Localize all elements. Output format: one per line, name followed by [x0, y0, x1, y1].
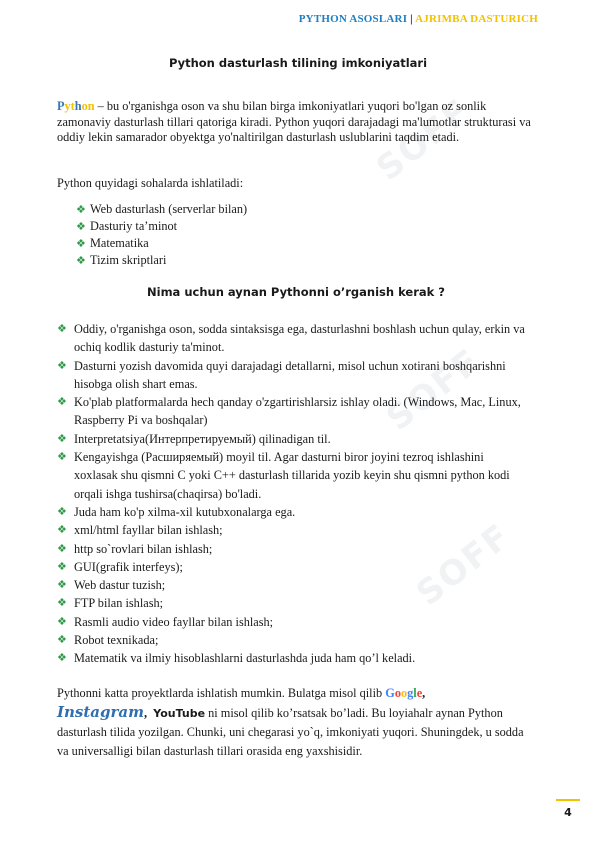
- list-item: ❖ xml/html fayllar bilan ishlash;: [57, 521, 527, 539]
- list-item: ❖ Rasmli audio video fayllar bilan ishlash;: [57, 613, 527, 631]
- intro-paragraph: [57, 99, 537, 146]
- list-item: ❖ Oddiy, o'rganishga oson, sodda sintaksisga ega, dasturlashni boshlash uchun qulay, erkin va ochiq kodlik dasturiy ta'minot.: [57, 322, 525, 355]
- header-title: PYTHON ASOSLARI: [298, 13, 408, 25]
- list-item: ❖ Matematika: [76, 236, 149, 250]
- google-logo-text: Google: [385, 686, 423, 700]
- watermark-logo: SOFF: [409, 516, 519, 614]
- diamond-bullet-icon: ❖: [57, 634, 67, 647]
- list-item: ❖ FTP bilan ishlash;: [57, 594, 527, 612]
- intro-text: – bu o'rganishga oson va shu bilan birga imkoniyatlari yuqori bo'lgan oz sonlik zamonaviy dasturlash tillari qatoriga kiradi. Python yuqori darajadagi ma'lumotlar strukturasi va oddiy lekin samarador obyektga yo'naltirilgan dasturlash uslublarini taqdim etadi.: [57, 99, 531, 144]
- closing-paragraph: Pythonni katta proyektlarda ishlatish mumkin. Bulatga misol qilib Google, Instagram, YouTube ni misol qilib ko’rsatsak bo’ladi. Bu loyiahalr aynan Python dasturlash tilida yozilgan. Chunki, uni chegarasi yo`q, imkoniyati yuqori. Shuningdek, u sodda va universalligi bilan dasturlash tillari orasida eng yaxshisidir.: [57, 686, 524, 758]
- running-header: [299, 13, 538, 25]
- list-item: ❖ http so`rovlari bilan ishlash;: [57, 540, 527, 558]
- diamond-bullet-icon: ❖: [57, 524, 67, 537]
- diamond-bullet-icon: ❖: [57, 542, 67, 555]
- diamond-bullet-icon: ❖: [57, 560, 67, 573]
- list-item: ❖ Web dasturlash (serverlar bilan): [76, 202, 248, 216]
- section-heading: Nima uchun aynan Pythonni o’rganish kerak ?: [147, 285, 445, 299]
- reasons-list: [57, 320, 527, 668]
- list-item: ❖ GUI(grafik interfeys);: [57, 558, 527, 576]
- list-item: ❖ Matematik va ilmiy hisoblashlarni dasturlashda juda ham qo’l keladi.: [57, 649, 527, 667]
- list-item: ❖ Web dastur tuzish;: [57, 576, 527, 594]
- list-item: ❖ Interpretatsiya(Интерпретируемый) qilinadigan til.: [57, 430, 527, 448]
- list-item: ❖ Dasturni yozish davomida quyi darajadagi detallarni, misol uchun xotirani boshqarishni hisobga olish shart emas.: [57, 358, 506, 391]
- diamond-bullet-icon: ❖: [57, 615, 67, 628]
- youtube-logo-text: YouTube: [153, 707, 206, 720]
- diamond-bullet-icon: ❖: [57, 323, 67, 335]
- header-subtitle: AJRIMBA DASTURICH: [415, 13, 538, 25]
- list-item: ❖ Tizim skriptlari: [76, 253, 167, 267]
- list-item: ❖ Juda ham ko'p xilma-xil kutubxonalarga ega.: [57, 503, 527, 521]
- diamond-bullet-icon: ❖: [76, 255, 86, 267]
- list-item: ❖ Dasturiy ta’minot: [76, 219, 178, 233]
- python-word: Python: [57, 99, 95, 113]
- list-item: ❖ Ko'plab platformalarda hech qanday o'zgartirishlarsiz ishlay oladi. (Windows, Mac, Linux, Raspberry Pi va boshqalar): [57, 395, 521, 428]
- diamond-bullet-icon: ❖: [57, 579, 67, 592]
- diamond-bullet-icon: ❖: [57, 451, 67, 464]
- watermark-logo: SOFF: [379, 341, 489, 439]
- areas-intro: Python quyidagi sohalarda ishlatiladi:: [57, 176, 244, 190]
- diamond-bullet-icon: ❖: [76, 221, 86, 233]
- diamond-bullet-icon: ❖: [57, 505, 67, 518]
- diamond-bullet-icon: ❖: [76, 238, 86, 250]
- page-number: 4: [556, 799, 580, 829]
- list-item: ❖ Kengayishga (Расширяемый) moyil til. Agar dasturni biror joyini tezroq ishlashini xoxlasak shu qismni C yoki C++ dasturlash tillarida yozib keyin shu qismni python kodi orqali ishga tushirsa(chaqirsa) bo'ladi.: [57, 450, 510, 501]
- diamond-bullet-icon: ❖: [57, 359, 67, 372]
- header-separator: |: [410, 13, 413, 25]
- diamond-bullet-icon: ❖: [57, 652, 67, 665]
- page-title: Python dasturlash tilining imkoniyatlari: [168, 56, 428, 70]
- instagram-logo-text: Instagram: [57, 703, 144, 721]
- areas-list: [76, 201, 247, 269]
- diamond-bullet-icon: ❖: [57, 396, 67, 409]
- diamond-bullet-icon: ❖: [76, 204, 86, 216]
- diamond-bullet-icon: ❖: [57, 597, 67, 610]
- diamond-bullet-icon: ❖: [57, 432, 67, 445]
- list-item: ❖ Robot texnikada;: [57, 631, 527, 649]
- watermark-logo: SOFF: [369, 91, 479, 189]
